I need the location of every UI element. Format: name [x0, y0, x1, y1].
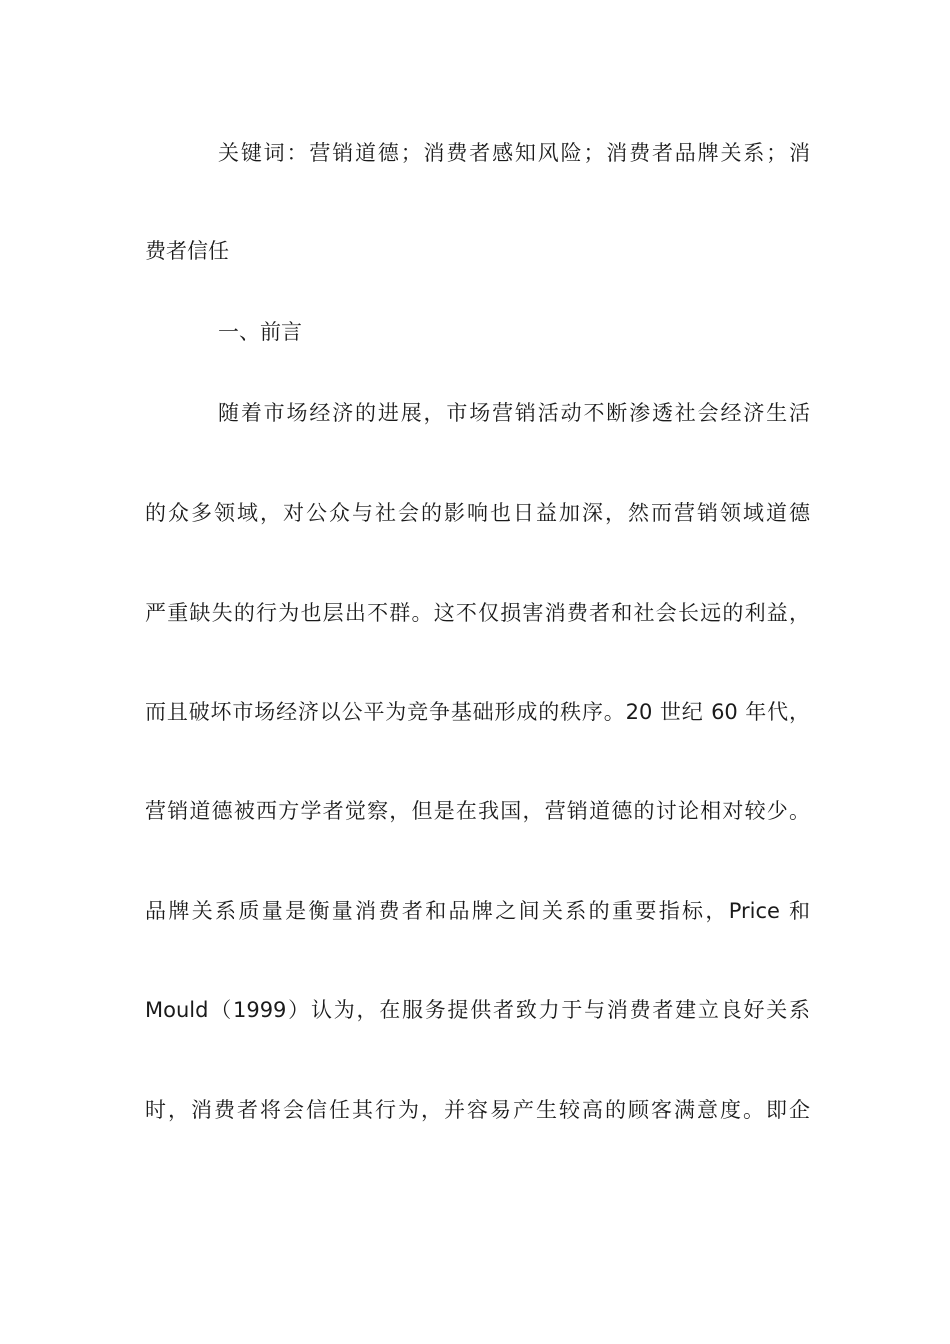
- keywords-line: 关键词：营销道德；消费者感知风险；消费者品牌关系；消: [218, 141, 810, 165]
- paragraph-line: 而且破坏市场经济以公平为竞争基础形成的秩序。20 世纪 60 年代，: [145, 700, 810, 724]
- keywords-line-continued: 费者信任: [145, 239, 229, 263]
- paragraph-line: 时，消费者将会信任其行为，并容易产生较高的顾客满意度。即企: [145, 1098, 810, 1122]
- paragraph-line: Mould（1999）认为，在服务提供者致力于与消费者建立良好关系: [145, 998, 810, 1022]
- paragraph-line: 的众多领域，对公众与社会的影响也日益加深，然而营销领域道德: [145, 501, 810, 525]
- paragraph-line: 营销道德被西方学者觉察，但是在我国，营销道德的讨论相对较少。: [145, 799, 810, 823]
- paragraph-line: 随着市场经济的进展，市场营销活动不断渗透社会经济生活: [218, 401, 810, 425]
- paragraph-line: 品牌关系质量是衡量消费者和品牌之间关系的重要指标，Price 和: [145, 899, 810, 923]
- section-heading-preface: 一、前言: [218, 320, 302, 344]
- paragraph-line: 严重缺失的行为也层出不群。这不仅损害消费者和社会长远的利益，: [145, 601, 810, 625]
